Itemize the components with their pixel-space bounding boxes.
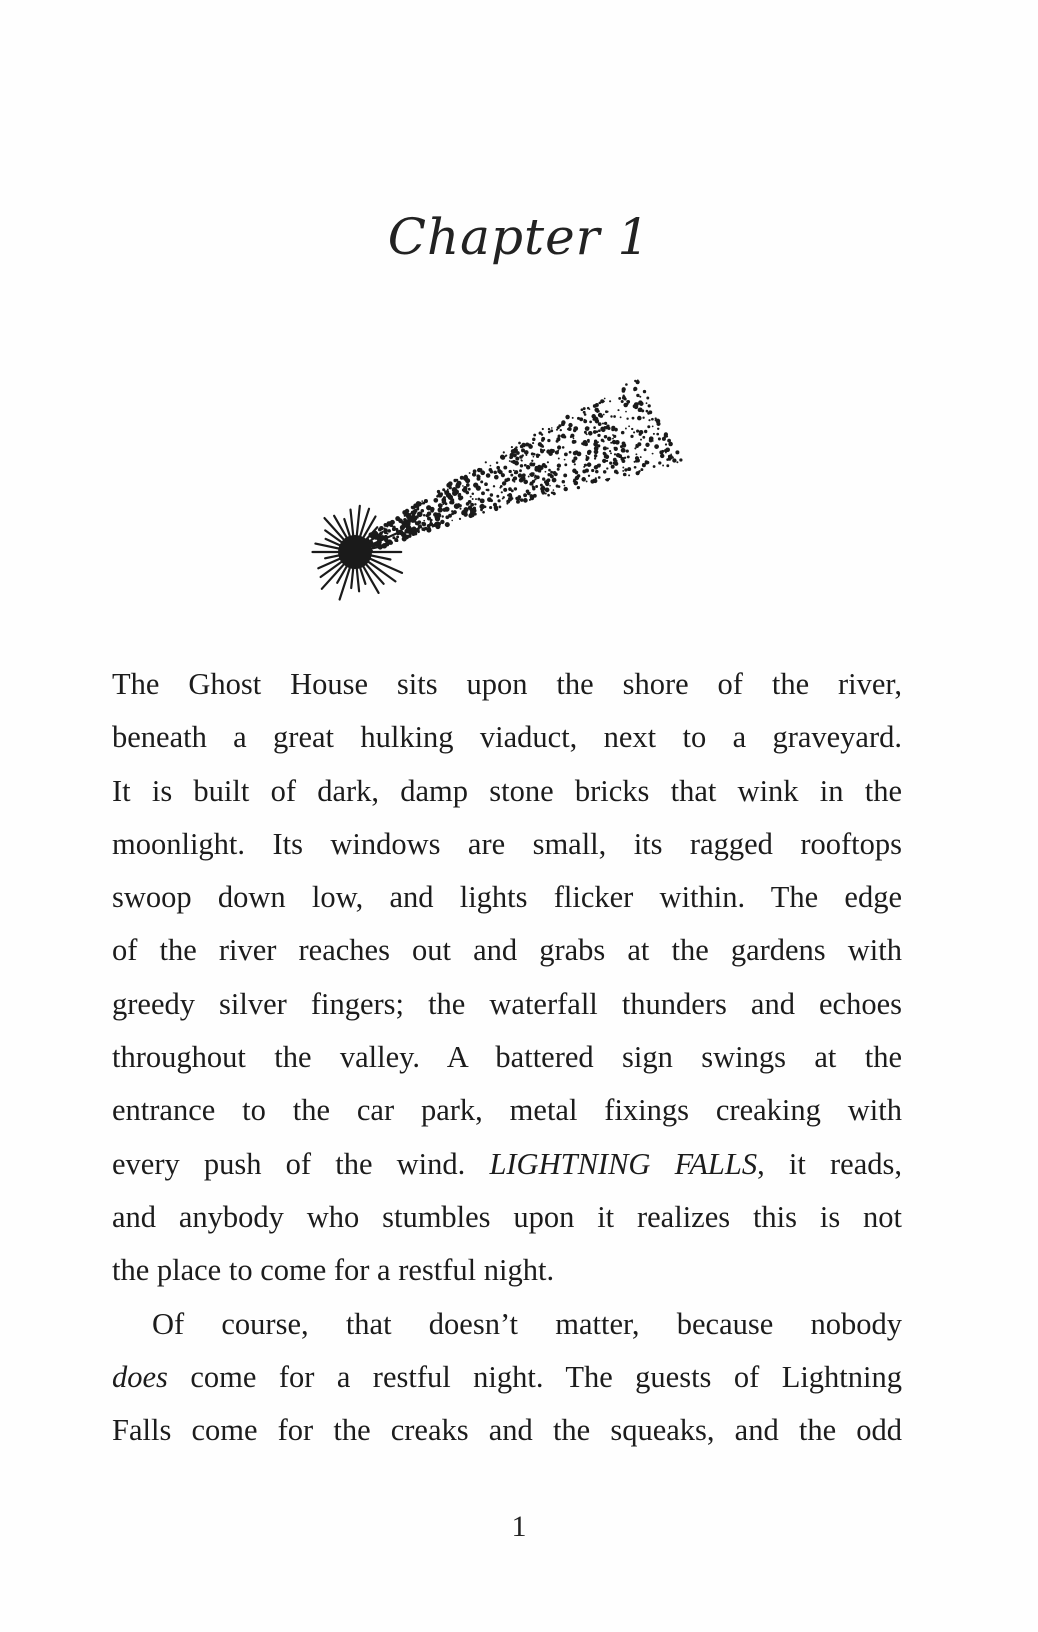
text-span: moonlight. Its windows are small, its ragged rooftops bbox=[112, 826, 902, 861]
text-span: Of course, that doesn’t matter, because nobody bbox=[152, 1306, 902, 1341]
text-line bbox=[112, 1404, 902, 1457]
text-line bbox=[112, 1298, 902, 1351]
chapter-title: Chapter 1 bbox=[387, 208, 651, 266]
text-span: , it reads, bbox=[757, 1146, 902, 1181]
italic-text: LIGHTNING FALLS bbox=[489, 1146, 758, 1181]
text-line bbox=[112, 1191, 902, 1244]
text-span: The Ghost House sits upon the shore of the river, bbox=[112, 667, 902, 701]
text-line bbox=[112, 1084, 902, 1137]
text-span: Falls come for the creaks and the squeaks, and the odd bbox=[112, 1413, 902, 1448]
text-span: beneath a great hulking viaduct, next to a graveyard. bbox=[112, 720, 902, 755]
text-span: greedy silver fingers; the waterfall thunders and echoes bbox=[112, 986, 902, 1021]
italic-text: does bbox=[112, 1359, 168, 1394]
text-line bbox=[112, 978, 902, 1031]
body-text bbox=[112, 658, 902, 1457]
text-line bbox=[112, 1138, 902, 1191]
text-line bbox=[112, 924, 902, 977]
text-line bbox=[112, 711, 902, 764]
text-line bbox=[112, 1031, 902, 1084]
text-line bbox=[112, 871, 902, 924]
shooting-star-icon bbox=[300, 296, 710, 626]
text-span: come for a restful night. The guests of Lightning bbox=[167, 1359, 902, 1394]
text-span: and anybody who stumbles upon it realizes this is not bbox=[112, 1199, 902, 1234]
text-span: the place to come for a restful night. bbox=[112, 1253, 555, 1288]
text-span: throughout the valley. A battered sign swings at the bbox=[112, 1040, 902, 1075]
text-span: of the river reaches out and grabs at the gardens with bbox=[112, 933, 902, 968]
text-line bbox=[112, 658, 902, 711]
text-line bbox=[112, 1244, 902, 1297]
text-span: entrance to the car park, metal fixings creaking with bbox=[112, 1093, 902, 1128]
text-span: every push of the wind. bbox=[112, 1146, 490, 1181]
text-span: swoop down low, and lights flicker within. The edge bbox=[112, 880, 902, 915]
text-line bbox=[112, 1351, 902, 1404]
text-span: It is built of dark, damp stone bricks that wink in the bbox=[112, 773, 902, 808]
text-line bbox=[112, 765, 902, 818]
text-line bbox=[112, 818, 902, 871]
page-number: 1 bbox=[511, 1510, 527, 1543]
